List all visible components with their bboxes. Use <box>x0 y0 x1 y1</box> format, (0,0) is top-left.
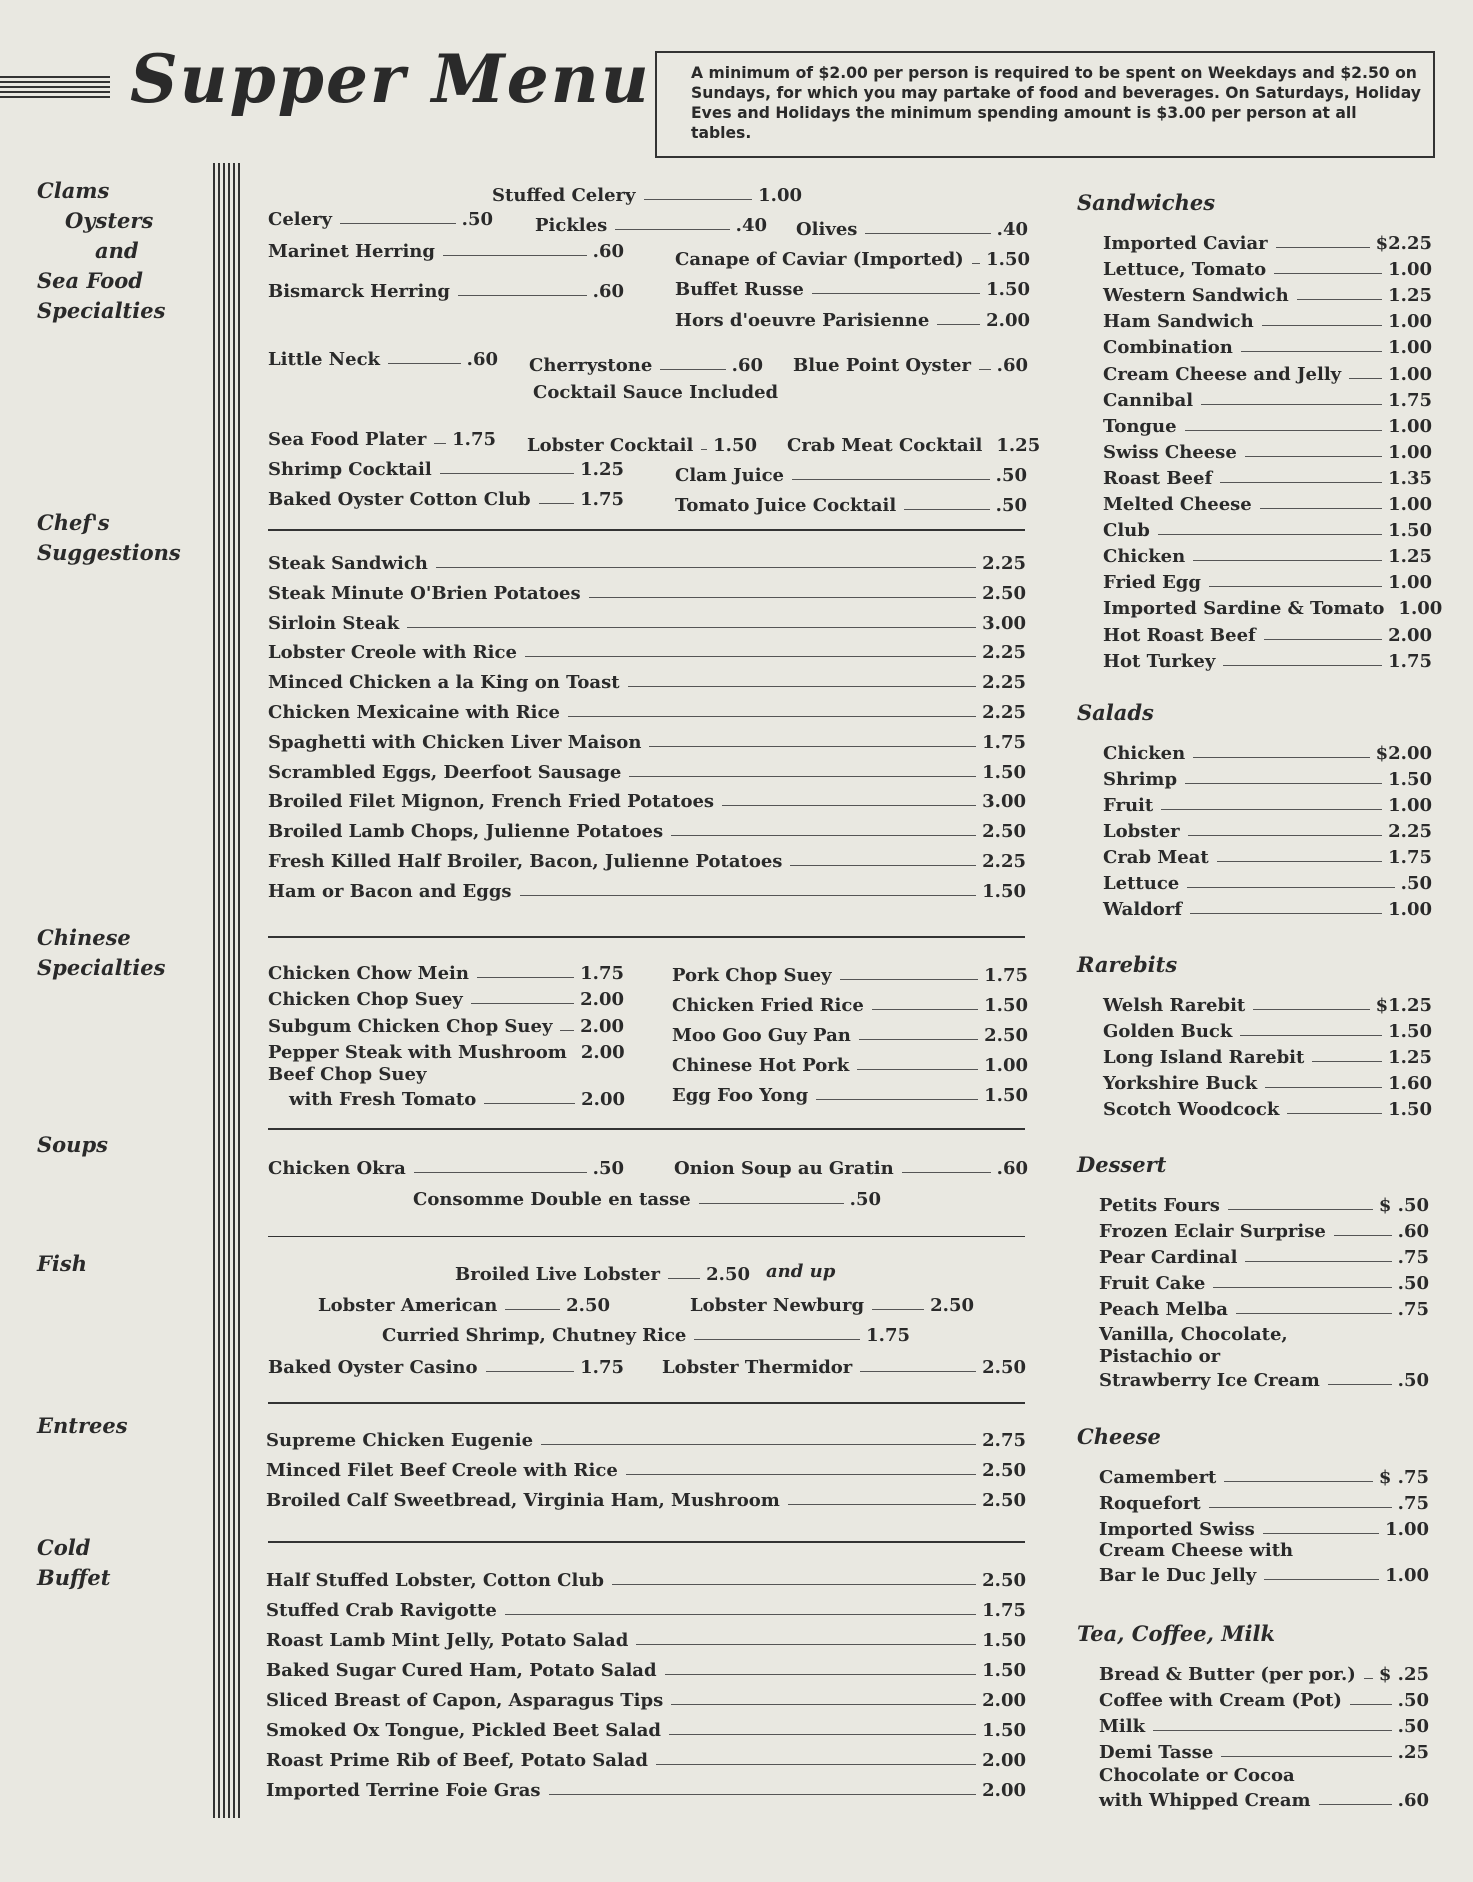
menu-item-price: 1.50 <box>984 1085 1028 1106</box>
menu-item-name: Ham or Bacon and Eggs <box>268 880 512 902</box>
section-title-sandwiches: Sandwiches <box>1077 190 1216 215</box>
menu-item <box>1099 1242 1429 1268</box>
menu-item-name: Spaghetti with Chicken Liver Maison <box>268 731 642 753</box>
menu-item-price: 2.00 <box>982 1690 1026 1711</box>
menu-item <box>1103 228 1432 254</box>
menu-item-price: .25 <box>1397 1742 1429 1763</box>
menu-item: Stuffed Celery 1.00 <box>492 185 802 206</box>
sauce-note: Cocktail Sauce Included <box>533 382 779 403</box>
menu-item <box>1103 620 1432 646</box>
menu-item: Celery .50 <box>268 209 493 230</box>
menu-item-name: Bread & Butter (per por.) <box>1099 1664 1356 1685</box>
menu-item <box>1103 764 1432 790</box>
menu-item-name: Hot Turkey <box>1103 650 1216 672</box>
section-divider <box>268 1402 1025 1404</box>
menu-item <box>1103 385 1432 411</box>
menu-item-name: Baked Sugar Cured Ham, Potato Salad <box>266 1660 657 1681</box>
menu-item-price: .75 <box>1397 1299 1429 1320</box>
menu-item-price: 1.50 <box>982 761 1026 783</box>
menu-item-name: Broiled Calf Sweetbread, Virginia Ham, Mushroom <box>266 1490 780 1511</box>
menu-item: Baked Oyster Casino 1.75 <box>268 1357 624 1378</box>
menu-item-name: Chicken <box>1103 743 1186 764</box>
menu-item-price: .75 <box>1397 1493 1429 1514</box>
menu-item-name: Lettuce <box>1103 873 1180 894</box>
menu-item <box>1103 359 1432 385</box>
menu-item-price: 2.00 <box>982 1750 1026 1771</box>
menu-item: Pickles .40 <box>535 215 767 236</box>
menu-item-name: Chocolate or Cocoa <box>1099 1765 1295 1786</box>
menu-item <box>268 637 1026 663</box>
menu-item-price: 1.25 <box>1388 1047 1432 1068</box>
menu-item-price: .60 <box>1397 1221 1429 1242</box>
menu-item-name: Demi Tasse <box>1099 1742 1214 1763</box>
menu-item <box>1103 515 1432 541</box>
menu-item-price: 1.75 <box>982 731 1026 753</box>
menu-item: Shrimp Cocktail 1.25 <box>268 459 624 480</box>
menu-item-price: $1.25 <box>1375 995 1432 1016</box>
menu-item-name: Waldorf <box>1103 899 1182 920</box>
menu-item <box>266 1595 1026 1621</box>
menu-item: Onion Soup au Gratin .60 <box>674 1158 1028 1179</box>
menu-item-price: 2.00 <box>982 1780 1026 1801</box>
category-entrees: Entrees <box>37 1413 128 1438</box>
menu-item-name: Moo Goo Guy Pan <box>672 1025 851 1046</box>
menu-item-name: Chinese Hot Pork <box>672 1055 850 1076</box>
menu-item <box>672 960 1028 986</box>
menu-item <box>266 1565 1026 1591</box>
menu-item-price: 1.50 <box>1388 1021 1432 1042</box>
menu-item-price: 2.25 <box>982 672 1026 694</box>
menu-item: Canape of Caviar (Imported) 1.50 <box>675 249 1030 270</box>
menu-item: Cherrystone .60 <box>529 355 763 376</box>
menu-item: Chicken Okra .50 <box>268 1158 624 1179</box>
menu-item-name: Pepper Steak with Mushroom <box>268 1042 567 1064</box>
menu-item <box>268 548 1026 574</box>
section-divider <box>268 529 1025 531</box>
menu-item-name: Western Sandwich <box>1103 285 1289 307</box>
menu-item-name: Golden Buck <box>1103 1021 1233 1042</box>
menu-item <box>1103 816 1432 842</box>
category-chinese: Chinese Specialties <box>37 925 166 980</box>
menu-item <box>1103 593 1443 620</box>
menu-item <box>672 1020 1028 1046</box>
menu-item-name: Roast Lamb Mint Jelly, Potato Salad <box>266 1630 629 1651</box>
minimum-notice: A minimum of $2.00 per person is required to be spent on Weekdays and $2.50 on Sundays, for which you may partake of food and beverages. On Saturdays, Holiday Eves and Holidays the minimum spending amount is $3.00 per person at all tables. <box>655 51 1435 158</box>
menu-item: Broiled Live Lobster 2.50 <box>455 1264 750 1285</box>
menu-item <box>1103 1042 1432 1068</box>
menu-item-name: Peach Melba <box>1099 1299 1228 1320</box>
menu-item <box>1103 332 1432 358</box>
menu-item: Marinet Herring .60 <box>268 241 624 262</box>
menu-item-price: 1.75 <box>580 963 624 984</box>
section-title-dessert: Dessert <box>1077 1152 1167 1177</box>
menu-item: Consomme Double en tasse .50 <box>413 1189 881 1210</box>
menu-item-name: Camembert <box>1099 1467 1217 1488</box>
menu-item-name: Broiled Filet Mignon, French Fried Potatoes <box>268 791 715 813</box>
menu-item <box>268 958 624 984</box>
menu-item-name: Cream Cheese with <box>1099 1540 1294 1561</box>
menu-item <box>1103 541 1432 567</box>
menu-item-name: Chicken Fried Rice <box>672 995 864 1016</box>
menu-item <box>266 1625 1026 1651</box>
menu-item-name: Beef Chop Suey <box>268 1064 427 1085</box>
menu-item-name: Fruit <box>1103 795 1154 816</box>
menu-item-name: Supreme Chicken Eugenie <box>266 1430 534 1451</box>
menu-item <box>1103 1094 1432 1120</box>
menu-item-name: Tongue <box>1103 415 1177 437</box>
menu-item: Curried Shrimp, Chutney Rice 1.75 <box>382 1325 910 1346</box>
menu-item: Bar le Duc Jelly 1.00 <box>1099 1565 1429 1586</box>
menu-item <box>1103 411 1432 437</box>
menu-item-price: 1.00 <box>1388 795 1432 816</box>
menu-item <box>1099 1462 1429 1488</box>
menu-item-price: 1.00 <box>1388 899 1432 920</box>
section-title-tea: Tea, Coffee, Milk <box>1077 1621 1275 1646</box>
menu-item-price: 1.00 <box>1398 598 1443 620</box>
menu-item-name: Milk <box>1099 1716 1146 1737</box>
menu-item: Blue Point Oyster .60 <box>793 355 1028 376</box>
menu-item <box>1099 1685 1429 1711</box>
menu-item <box>1103 567 1432 593</box>
menu-item-name: Crab Meat <box>1103 847 1209 868</box>
menu-item-price: 2.50 <box>982 821 1026 843</box>
menu-item-name: Roast Prime Rib of Beef, Potato Salad <box>266 1750 648 1771</box>
menu-item-name: Melted Cheese <box>1103 494 1252 515</box>
menu-item <box>672 990 1028 1016</box>
menu-item: Hors d'oeuvre Parisienne 2.00 <box>675 310 1030 331</box>
menu-item-price: 2.50 <box>982 1460 1026 1481</box>
menu-item <box>1099 1294 1429 1320</box>
menu-item-price: 2.00 <box>580 989 624 1011</box>
menu-item-name: Sliced Breast of Capon, Asparagus Tips <box>266 1690 664 1711</box>
menu-item-price: 2.25 <box>982 642 1026 664</box>
section-divider <box>268 1128 1025 1130</box>
menu-item: Lobster Newburg 2.50 <box>690 1295 974 1316</box>
menu-item-price: $2.25 <box>1375 233 1432 254</box>
menu-item-price: 2.00 <box>580 1015 624 1037</box>
menu-item-price: 1.00 <box>1388 415 1432 437</box>
menu-item-name: Imported Caviar <box>1103 233 1268 254</box>
section-title-salads: Salads <box>1077 700 1154 725</box>
menu-item <box>266 1485 1026 1511</box>
menu-item-name: Cannibal <box>1103 389 1194 411</box>
menu-item-name: Minced Chicken a la King on Toast <box>268 672 620 694</box>
menu-item <box>266 1715 1026 1741</box>
menu-item-name: Shrimp <box>1103 769 1178 790</box>
menu-item-name: Fruit Cake <box>1099 1273 1206 1294</box>
menu-item: with Fresh Tomato 2.00 <box>289 1089 625 1110</box>
menu-item <box>1099 1514 1429 1540</box>
menu-item <box>1103 738 1432 764</box>
menu-item: Lobster Cocktail 1.50 <box>527 435 757 456</box>
menu-item-price: $ .25 <box>1378 1664 1429 1685</box>
menu-item-name: Chicken Mexicaine with Rice <box>268 702 560 723</box>
section-divider <box>268 1541 1025 1543</box>
menu-item-name: Yorkshire Buck <box>1103 1073 1258 1094</box>
menu-item-price: .50 <box>1397 1273 1429 1294</box>
menu-item-price: 1.00 <box>1388 494 1432 515</box>
menu-item-name: Smoked Ox Tongue, Pickled Beet Salad <box>266 1720 661 1741</box>
menu-item-price: 1.75 <box>1388 847 1432 868</box>
menu-item: Strawberry Ice Cream .50 <box>1099 1370 1429 1391</box>
menu-item-price: 2.50 <box>982 1490 1026 1511</box>
menu-item-name: Coffee with Cream (Pot) <box>1099 1690 1342 1711</box>
menu-item-price: 1.50 <box>1388 520 1432 542</box>
menu-item <box>1103 280 1432 306</box>
menu-item-name: Scrambled Eggs, Deerfoot Sausage <box>268 761 622 783</box>
menu-item <box>1099 1488 1429 1514</box>
menu-item-name: Club <box>1103 520 1150 542</box>
menu-item: Baked Oyster Cotton Club 1.75 <box>268 489 624 510</box>
menu-item-price: 1.35 <box>1388 467 1432 489</box>
menu-item-name: Chicken <box>1103 546 1186 568</box>
menu-item <box>1099 1268 1429 1294</box>
menu-item-name: Fried Egg <box>1103 572 1201 594</box>
menu-item: Lobster American 2.50 <box>318 1295 610 1316</box>
menu-item-price: $ .50 <box>1378 1195 1429 1216</box>
menu-item <box>1103 463 1432 489</box>
menu-item-name: Long Island Rarebit <box>1103 1047 1305 1068</box>
menu-item <box>268 1011 624 1037</box>
menu-item-name: Vanilla, Chocolate, <box>1099 1324 1288 1345</box>
category-fish: Fish <box>37 1251 87 1276</box>
menu-item-name: Imported Swiss <box>1099 1519 1255 1540</box>
menu-item <box>1103 868 1432 894</box>
menu-item-price: .75 <box>1397 1247 1429 1268</box>
menu-item-price: 1.50 <box>984 995 1028 1016</box>
menu-item-name: Cream Cheese and Jelly <box>1103 363 1342 385</box>
menu-item-name: Steak Minute O'Brien Potatoes <box>268 582 581 604</box>
menu-item <box>1099 1737 1429 1763</box>
menu-item: Lobster Thermidor 2.50 <box>662 1357 1026 1378</box>
menu-item: Crab Meat Cocktail 1.25 <box>787 435 1041 456</box>
menu-item <box>1103 894 1432 920</box>
menu-item-name: Egg Foo Yong <box>672 1085 809 1106</box>
menu-item-name: Broiled Lamb Chops, Julienne Potatoes <box>268 821 664 843</box>
menu-item-name: Frozen Eclair Surprise <box>1099 1221 1326 1242</box>
menu-item-price: 1.60 <box>1388 1073 1432 1094</box>
menu-item-price: 1.50 <box>982 880 1026 902</box>
menu-item <box>268 727 1026 753</box>
menu-item-price: $ .75 <box>1378 1467 1429 1488</box>
menu-item <box>268 876 1026 902</box>
menu-item-name: Swiss Cheese <box>1103 441 1237 463</box>
menu-item-price: 1.75 <box>982 1600 1026 1621</box>
menu-item: with Whipped Cream .60 <box>1099 1790 1429 1811</box>
menu-item-name: Half Stuffed Lobster, Cotton Club <box>266 1570 605 1591</box>
menu-item: Buffet Russe 1.50 <box>675 279 1030 300</box>
menu-item <box>266 1425 1026 1451</box>
menu-item-name: Imported Sardine & Tomato <box>1103 598 1385 620</box>
menu-item <box>1103 254 1432 280</box>
menu-item-name: Combination <box>1103 337 1233 359</box>
menu-item <box>268 697 1026 723</box>
menu-item-name: Subgum Chicken Chop Suey <box>268 1015 553 1037</box>
menu-item-name: Minced Filet Beef Creole with Rice <box>266 1460 618 1481</box>
menu-item <box>1103 437 1432 463</box>
menu-item-price: 2.00 <box>580 1042 625 1064</box>
menu-item-price: 1.75 <box>1388 389 1432 411</box>
menu-item-name: Welsh Rarebit <box>1103 995 1246 1016</box>
menu-item <box>1103 1016 1432 1042</box>
menu-item-name: Roast Beef <box>1103 467 1213 489</box>
section-title-cheese: Cheese <box>1077 1424 1161 1449</box>
menu-item <box>1099 1659 1429 1685</box>
menu-item <box>1099 1216 1429 1242</box>
category-soups: Soups <box>37 1132 108 1157</box>
menu-item <box>1103 990 1432 1016</box>
menu-item-name: Chicken Chow Mein <box>268 963 469 984</box>
menu-item-name: Roquefort <box>1099 1493 1201 1514</box>
menu-item: Bismarck Herring .60 <box>268 281 624 302</box>
section-divider <box>268 1236 1025 1237</box>
menu-item: Sea Food Plater 1.75 <box>268 429 496 450</box>
menu-item-name: Lobster Creole with Rice <box>268 642 517 664</box>
menu-item-price: 1.75 <box>984 965 1028 986</box>
menu-item-price: 1.50 <box>1388 769 1432 790</box>
menu-item-price: .50 <box>1397 1690 1429 1711</box>
page-title: Supper Menu <box>130 40 651 118</box>
menu-item <box>1103 790 1432 816</box>
menu-item-price: 1.00 <box>1388 311 1432 333</box>
menu-item-name: Fresh Killed Half Broiler, Bacon, Julienne Potatoes <box>268 851 783 872</box>
menu-item-price: 1.00 <box>984 1055 1028 1076</box>
menu-item-price: 2.50 <box>982 1570 1026 1591</box>
category-clams: Clams Oysters and Sea Food Specialties <box>37 178 166 323</box>
menu-item-price: 2.75 <box>982 1430 1026 1451</box>
menu-item-price: 1.00 <box>1388 572 1432 594</box>
menu-item: Tomato Juice Cocktail .50 <box>675 495 1027 516</box>
menu-item-price: .50 <box>1397 1716 1429 1737</box>
menu-item-price: 1.25 <box>1388 285 1432 307</box>
section-divider <box>268 936 1025 938</box>
menu-item-name: Pear Cardinal <box>1099 1247 1238 1268</box>
menu-item-price: 3.00 <box>982 612 1026 634</box>
menu-item <box>1103 306 1432 332</box>
menu-item-name: Sirloin Steak <box>268 612 400 634</box>
menu-item: Olives .40 <box>796 219 1028 240</box>
menu-item-name: Chicken Chop Suey <box>268 989 463 1011</box>
menu-item <box>268 786 1026 812</box>
menu-item <box>268 608 1026 634</box>
vertical-rule <box>213 163 241 1818</box>
menu-item <box>1099 1190 1429 1216</box>
menu-item <box>268 816 1026 842</box>
menu-item-price: 2.25 <box>1388 821 1432 842</box>
menu-item <box>1103 1068 1432 1094</box>
menu-item-name: Lobster <box>1103 821 1180 842</box>
menu-item <box>672 1050 1028 1076</box>
menu-item: Clam Juice .50 <box>675 465 1027 486</box>
menu-item <box>672 1080 1028 1106</box>
category-cold-buffet: Cold Buffet <box>37 1535 111 1590</box>
menu-item <box>266 1455 1026 1481</box>
menu-item <box>268 984 624 1010</box>
menu-item <box>266 1655 1026 1681</box>
menu-item-price: 2.25 <box>982 851 1026 872</box>
menu-item <box>268 667 1026 693</box>
menu-item-price: 1.50 <box>982 1720 1026 1741</box>
menu-item <box>268 578 1026 604</box>
menu-item-name: Scotch Woodcock <box>1103 1099 1280 1120</box>
menu-item-name: Pistachio or <box>1099 1346 1221 1367</box>
menu-item: Little Neck .60 <box>268 349 498 370</box>
menu-item-price: 1.50 <box>982 1660 1026 1681</box>
menu-item-name: Pork Chop Suey <box>672 965 832 986</box>
category-chef: Chef's Suggestions <box>37 510 181 565</box>
menu-item-name: Imported Terrine Foie Gras <box>266 1780 541 1801</box>
menu-item-price: 2.25 <box>982 553 1026 574</box>
menu-item-price: 1.00 <box>1388 363 1432 385</box>
menu-item-price: 1.25 <box>1388 546 1432 568</box>
menu-item-name: Petits Fours <box>1099 1195 1220 1216</box>
menu-item-price: 3.00 <box>982 791 1026 813</box>
menu-item-price: 2.50 <box>984 1025 1028 1046</box>
menu-item <box>266 1775 1026 1801</box>
menu-item-price: 1.50 <box>982 1630 1026 1651</box>
menu-item-name: Lettuce, Tomato <box>1103 259 1267 281</box>
menu-item-price: 2.00 <box>1388 624 1432 646</box>
menu-item-name: Ham Sandwich <box>1103 311 1254 333</box>
menu-item <box>1099 1711 1429 1737</box>
menu-item-name: Hot Roast Beef <box>1103 624 1256 646</box>
menu-item-price: .50 <box>1400 873 1432 894</box>
menu-item-name: Steak Sandwich <box>268 553 428 574</box>
menu-item <box>1103 842 1432 868</box>
menu-item-price: 2.50 <box>982 582 1026 604</box>
menu-item <box>268 846 1026 872</box>
menu-item-price: 1.00 <box>1388 337 1432 359</box>
menu-item <box>268 1037 624 1063</box>
menu-item <box>266 1745 1026 1771</box>
title-decoration <box>0 76 110 98</box>
menu-item <box>268 757 1026 783</box>
section-title-rarebits: Rarebits <box>1077 952 1178 977</box>
menu-item-price: 1.00 <box>1388 259 1432 281</box>
menu-item-price: 2.25 <box>982 702 1026 723</box>
menu-item-name: Stuffed Crab Ravigotte <box>266 1600 497 1621</box>
menu-item <box>1103 489 1432 515</box>
menu-item-price: 1.50 <box>1388 1099 1432 1120</box>
menu-item-price: 1.75 <box>1388 650 1432 672</box>
menu-item-note: and up <box>766 1261 836 1282</box>
menu-item <box>1103 646 1432 672</box>
menu-item <box>266 1685 1026 1711</box>
menu-item-price: 1.00 <box>1388 441 1432 463</box>
menu-item-price: $2.00 <box>1375 743 1432 764</box>
menu-item-price: 1.00 <box>1385 1519 1429 1540</box>
